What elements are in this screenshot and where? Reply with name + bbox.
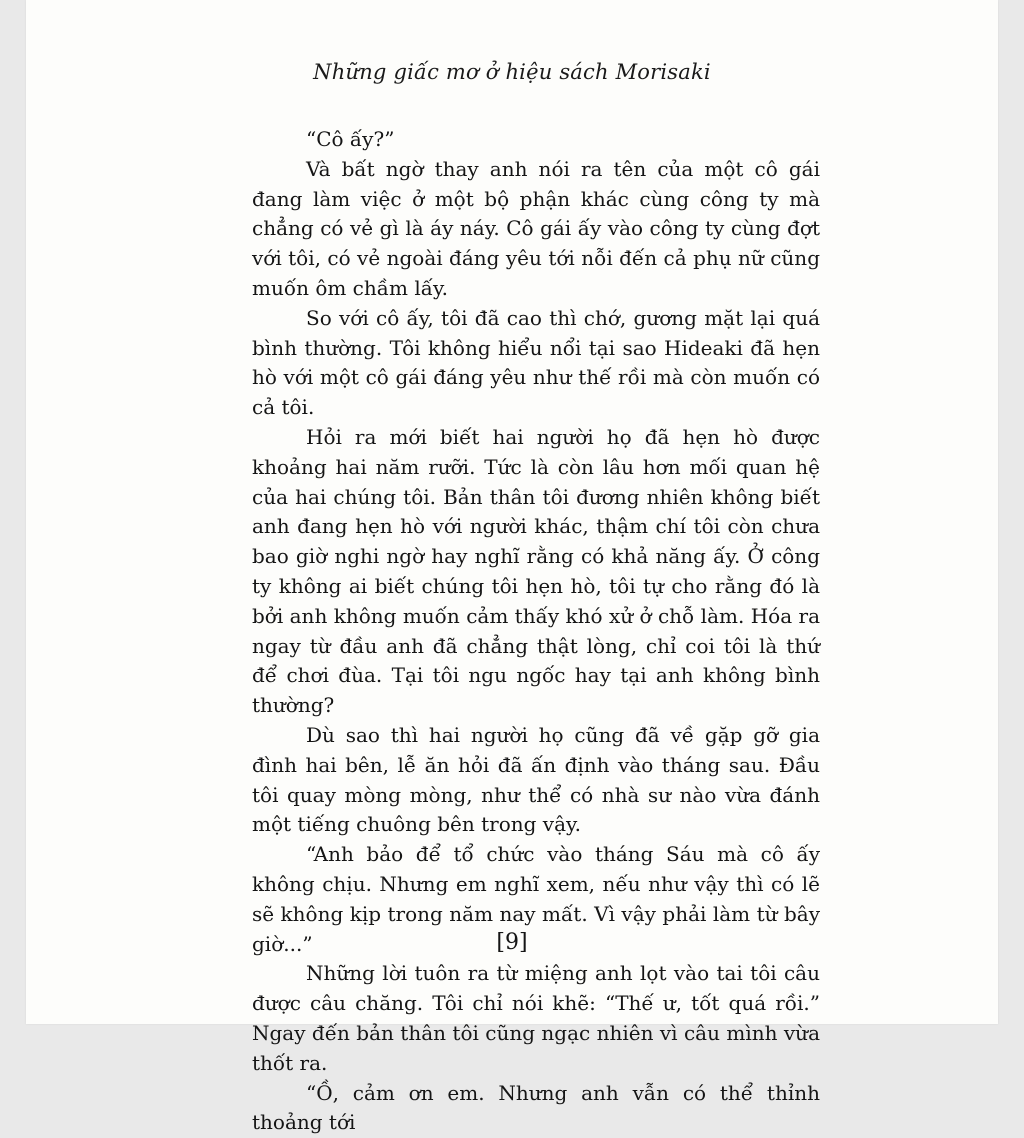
paragraph: So với cô ấy, tôi đã cao thì chớ, gương mặt lại quá bình thường. Tôi không hiểu nổi tại sao Hideaki đã hẹn hò với một cô gái đáng yêu như thế rồi mà còn muốn có cả tôi. [252,304,820,423]
paragraph: “Cô ấy?” [252,125,820,155]
paragraph: Và bất ngờ thay anh nói ra tên của một cô gái đang làm việc ở một bộ phận khác cùng công ty mà chẳng có vẻ gì là áy náy. Cô gái ấy vào công ty cùng đợt với tôi, có vẻ ngoài đáng yêu tới nỗi đến cả phụ nữ cũng muốn ôm chầm lấy. [252,155,820,304]
paragraph: Hỏi ra mới biết hai người họ đã hẹn hò được khoảng hai năm rưỡi. Tức là còn lâu hơn mối quan hệ của hai chúng tôi. Bản thân tôi đương nhiên không biết anh đang hẹn hò với người khác, thậm chí tôi còn chưa bao giờ nghi ngờ hay nghĩ rằng có khả năng ấy. Ở công ty không ai biết chúng tôi hẹn hò, tôi tự cho rằng đó là bởi anh không muốn cảm thấy khó xử ở chỗ làm. Hóa ra ngay từ đầu anh đã chẳng thật lòng, chỉ coi tôi là thứ để chơi đùa. Tại tôi ngu ngốc hay tại anh không bình thường? [252,423,820,721]
running-title: Những giấc mơ ở hiệu sách Morisaki [26,60,998,84]
paragraph: “Ồ, cảm ơn em. Nhưng anh vẫn có thể thỉnh thoảng tới [252,1079,820,1138]
body-text [252,125,820,1138]
page-number: [9] [26,930,998,955]
paragraph: Những lời tuôn ra từ miệng anh lọt vào tai tôi câu được câu chăng. Tôi chỉ nói khẽ: “Thế ư, tốt quá rồi.” Ngay đến bản thân tôi cũng ngạc nhiên vì câu mình vừa thốt ra. [252,959,820,1078]
paragraph: Dù sao thì hai người họ cũng đã về gặp gỡ gia đình hai bên, lễ ăn hỏi đã ấn định vào tháng sau. Đầu tôi quay mòng mòng, như thể có nhà sư nào vừa đánh một tiếng chuông bên trong vậy. [252,721,820,840]
book-page [26,0,998,1024]
paragraph: “Anh bảo để tổ chức vào tháng Sáu mà cô ấy không chịu. Nhưng em nghĩ xem, nếu như vậy thì có lẽ sẽ không kịp trong năm nay mất. Vì vậy phải làm từ bây giờ...” [252,840,820,959]
